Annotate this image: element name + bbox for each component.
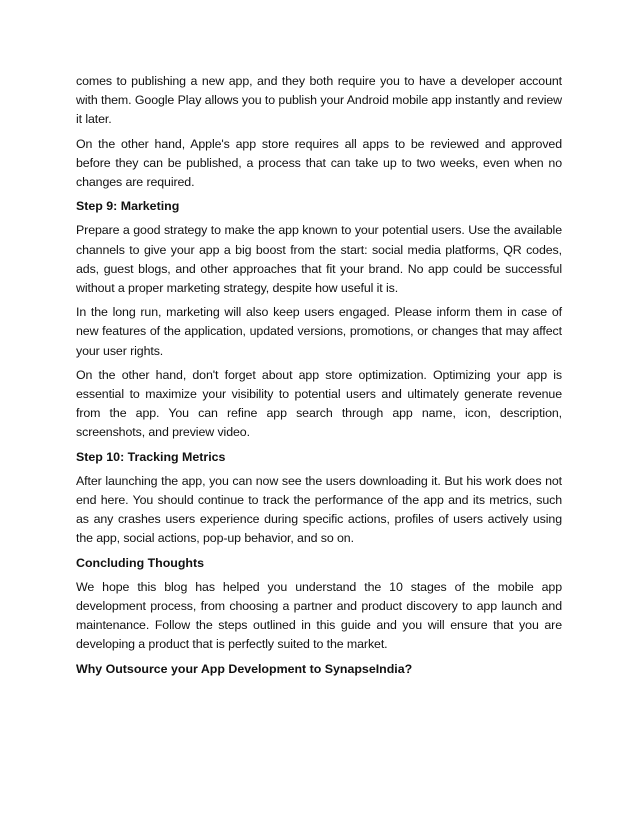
- heading-step-10-tracking-metrics: Step 10: Tracking Metrics: [76, 449, 226, 464]
- paragraph-apple-review: On the other hand, Apple's app store requires all apps to be reviewed and approved before they can be published, a process that can take up to two weeks, even when no changes are required.: [76, 136, 562, 190]
- paragraph-publishing: comes to publishing a new app, and they both require you to have a developer account with them. Google Play allows you to publish your Android mobile app instantly and review it later.: [76, 74, 562, 127]
- heading-why-outsource: Why Outsource your App Development to SynapseIndia?: [76, 661, 413, 676]
- paragraph-app-store-optimization: On the other hand, don't forget about app store optimization. Optimizing your app is essential to maximize your visibility to potential users and ultimately generate revenue from the app. You can refine app search through app name, icon, description, screenshots, and preview video.: [76, 367, 562, 440]
- paragraph-tracking-metrics: After launching the app, you can now see the users downloading it. But his work does not end here. You should continue to track the performance of the app and its metrics, such as any crashes users experience during specific actions, profiles of users actively using the app, social actions, pop-up behavior, and so on.: [76, 473, 562, 546]
- heading-step-9-marketing: Step 9: Marketing: [76, 199, 180, 214]
- paragraph-conclusion: We hope this blog has helped you understand the 10 stages of the mobile app development process, from choosing a partner and product discovery to app launch and maintenance. Follow the steps outlined in this guide and you will ensure that you are developing a product that is perfectly suited to the market.: [76, 579, 562, 652]
- paragraph-marketing-strategy: Prepare a good strategy to make the app known to your potential users. Use the available channels to give your app a big boost from the start: social media platforms, QR codes, ads, guest blogs, and other approaches that fit your brand. No app could be successful without a proper marketing strategy, despite how useful it is.: [76, 223, 562, 296]
- heading-concluding-thoughts: Concluding Thoughts: [76, 555, 205, 570]
- paragraph-marketing-engagement: In the long run, marketing will also keep users engaged. Please inform them in case of new features of the application, updated versions, promotions, or changes that may affect your user rights.: [76, 305, 562, 358]
- document-body: [76, 72, 562, 684]
